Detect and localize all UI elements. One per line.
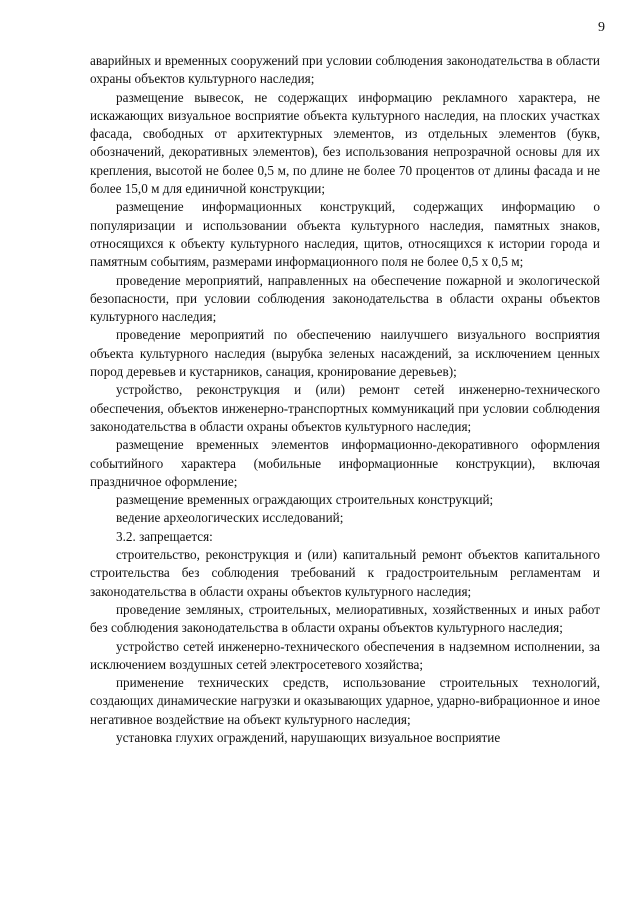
paragraph-technical-means: применение технических средств, использование строительных технологий, создающих динамические нагрузки и оказывающих ударное, ударно-вибрационное и иное негативное воздействие на объект культурного наследия;: [90, 675, 600, 727]
paragraph-info-structures: размещение информационных конструкций, содержащих информацию о популяризации и использовании объекта культурного наследия, памятных знаков, относящихся к объекту культурного наследия, щитов, относящихся к истории города и памятным событиям, размерами информационного поля не более 0,5 х 0,5 м;: [90, 199, 600, 270]
paragraph-decorative-elements: размещение временных элементов информационно-декоративного оформления событийного характера (мобильные информационные конструкции), включая праздничное оформление;: [90, 437, 600, 489]
page-number: 9: [598, 20, 605, 35]
paragraph-blind-fences: установка глухих ограждений, нарушающих визуальное восприятие: [116, 729, 501, 745]
section-heading-prohibited: 3.2. запрещается:: [116, 528, 213, 544]
paragraph-temporary-fencing: размещение временных ограждающих строительных конструкций;: [116, 492, 494, 508]
paragraph-archaeology: ведение археологических исследований;: [116, 510, 344, 526]
document-body: [90, 52, 600, 747]
paragraph-signage: размещение вывесок, не содержащих информацию рекламного характера, не искажающих визуальное восприятие объекта культурного наследия, на плоских участках фасада, свободных от архитектурных элементов, из отдельных элементов (букв, обозначений, декоративных элементов), без использования непрозрачной основы для их крепления, высотой не более 0,5 м, по длине не более 70 процентов от длины фасада и не более 15,0 м для единичной конструкции;: [90, 89, 600, 197]
paragraph-visual-perception: проведение мероприятий по обеспечению наилучшего визуального восприятия объекта культурного наследия (вырубка зеленых насаждений, за исключением ценных пород деревьев и кустарников, санация, кронирование деревьев);: [90, 327, 600, 380]
paragraph-fire-safety: проведение мероприятий, направленных на обеспечение пожарной и экологической безопасности, при условии соблюдения законодательства в области охраны объектов культурного наследия;: [90, 272, 600, 325]
paragraph-earthworks: проведение земляных, строительных, мелиоративных, хозяйственных и иных работ без соблюдения законодательства в области охраны объектов культурного наследия;: [90, 601, 600, 636]
paragraph-engineering-networks: устройство, реконструкция и (или) ремонт сетей инженерно-технического обеспечения, объектов инженерно-транспортных коммуникаций при условии соблюдения законодательства в области охраны объектов культурного наследия;: [90, 382, 600, 434]
paragraph-continuation: аварийных и временных сооружений при условии соблюдения законодательства в области охраны объектов культурного наследия;: [90, 53, 600, 87]
paragraph-construction: строительство, реконструкция и (или) капитальный ремонт объектов капитального строительства без соблюдения требований к градостроительным регламентам и законодательства в области охраны объектов культурного наследия;: [90, 547, 600, 599]
paragraph-overhead-networks: устройство сетей инженерно-технического обеспечения в надземном исполнении, за исключением воздушных сетей электросетевого хозяйства;: [90, 638, 600, 672]
